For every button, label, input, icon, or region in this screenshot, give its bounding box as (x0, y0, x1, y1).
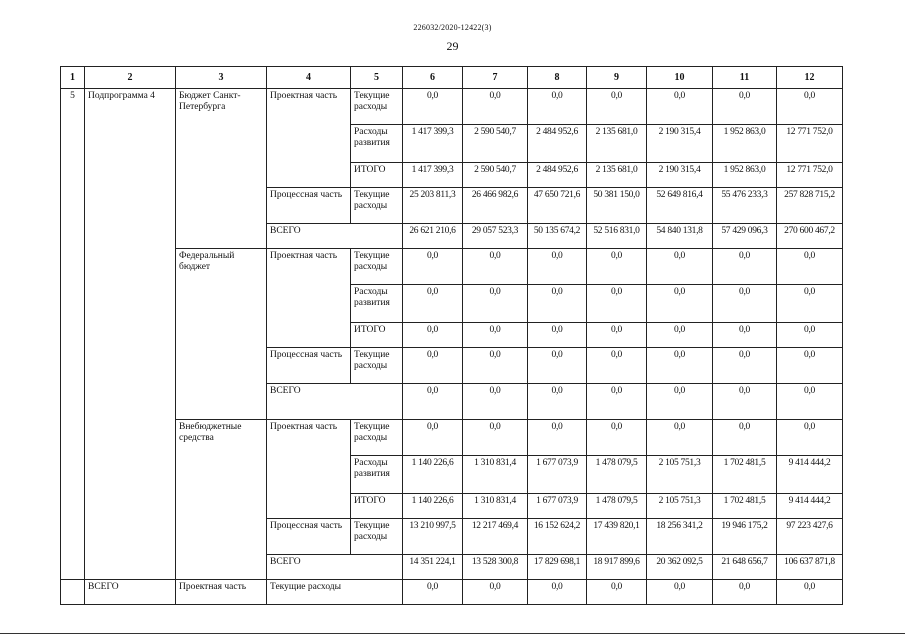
expense-type: Расходы развития (351, 285, 403, 323)
value-cell: 9 414 444,2 (777, 494, 843, 519)
value-cell: 0,0 (777, 249, 843, 285)
column-header: 7 (463, 67, 528, 89)
value-cell: 1 677 073,9 (528, 494, 587, 519)
value-cell: 0,0 (587, 348, 647, 384)
value-cell: 106 637 871,8 (777, 555, 843, 580)
part-label: Проектная часть (267, 249, 351, 348)
value-cell: 12 217 469,4 (463, 519, 528, 555)
part-label: Процессная часть (267, 348, 351, 384)
value-cell: 2 190 315,4 (647, 125, 713, 163)
value-cell: 12 771 752,0 (777, 163, 843, 188)
expense-type: Текущие расходы (351, 249, 403, 285)
expense-type: Расходы развития (351, 456, 403, 494)
value-cell: 0,0 (777, 420, 843, 456)
value-cell: 1 140 226,6 (403, 456, 463, 494)
value-cell: 0,0 (647, 384, 713, 420)
value-cell: 1 140 226,6 (403, 494, 463, 519)
table-row (61, 580, 843, 605)
value-cell: 0,0 (587, 420, 647, 456)
value-cell: 57 429 096,3 (713, 224, 777, 249)
value-cell: 0,0 (463, 384, 528, 420)
grand-total-label: ВСЕГО (85, 580, 176, 605)
expense-type: ИТОГО (351, 494, 403, 519)
expense-type: Текущие расходы (351, 188, 403, 224)
value-cell: 0,0 (528, 285, 587, 323)
value-cell: 55 476 233,3 (713, 188, 777, 224)
column-header: 5 (351, 67, 403, 89)
row-number: 5 (61, 89, 85, 580)
value-cell: 0,0 (528, 323, 587, 348)
budget-source-spb: Бюджет Санкт-Петербурга (176, 89, 267, 249)
value-cell: 0,0 (463, 580, 528, 605)
value-cell: 0,0 (647, 89, 713, 125)
value-cell: 50 381 150,0 (587, 188, 647, 224)
budget-source-ext: Внебюджетные средства (176, 420, 267, 580)
value-cell: 2 135 681,0 (587, 125, 647, 163)
value-cell: 97 223 427,6 (777, 519, 843, 555)
value-cell: 0,0 (777, 89, 843, 125)
value-cell: 0,0 (463, 420, 528, 456)
value-cell: 1 702 481,5 (713, 456, 777, 494)
expense-type: Текущие расходы (351, 348, 403, 384)
value-cell: 1 952 863,0 (713, 125, 777, 163)
table-row (61, 249, 843, 285)
expense-type: ИТОГО (351, 163, 403, 188)
value-cell: 1 310 831,4 (463, 456, 528, 494)
expense-type: Текущие расходы (351, 420, 403, 456)
table-row (61, 420, 843, 456)
expense-type: Текущие расходы (267, 580, 403, 605)
column-header: 12 (777, 67, 843, 89)
value-cell: 20 362 092,5 (647, 555, 713, 580)
column-header: 4 (267, 67, 351, 89)
value-cell: 0,0 (403, 420, 463, 456)
value-cell: 1 310 831,4 (463, 494, 528, 519)
value-cell: 1 702 481,5 (713, 494, 777, 519)
value-cell: 2 190 315,4 (647, 163, 713, 188)
document-id: 226032/2020-12422(3) (413, 23, 492, 32)
value-cell: 0,0 (403, 384, 463, 420)
column-header: 2 (85, 67, 176, 89)
total-label: ВСЕГО (267, 384, 403, 420)
value-cell: 270 600 467,2 (777, 224, 843, 249)
value-cell: 2 105 751,3 (647, 456, 713, 494)
value-cell: 0,0 (713, 285, 777, 323)
expense-type: Расходы развития (351, 125, 403, 163)
value-cell: 1 417 399,3 (403, 125, 463, 163)
part-label: Процессная часть (267, 519, 351, 555)
value-cell: 0,0 (713, 249, 777, 285)
budget-table (60, 66, 843, 605)
value-cell: 0,0 (777, 384, 843, 420)
value-cell: 0,0 (528, 89, 587, 125)
value-cell: 1 952 863,0 (713, 163, 777, 188)
column-header: 1 (61, 67, 85, 89)
value-cell: 257 828 715,2 (777, 188, 843, 224)
value-cell: 0,0 (528, 384, 587, 420)
expense-type: ИТОГО (351, 323, 403, 348)
value-cell: 0,0 (713, 420, 777, 456)
value-cell: 47 650 721,6 (528, 188, 587, 224)
value-cell: 2 484 952,6 (528, 163, 587, 188)
value-cell: 0,0 (647, 348, 713, 384)
value-cell: 0,0 (587, 89, 647, 125)
page-bottom-rule (0, 633, 905, 634)
value-cell: 0,0 (403, 89, 463, 125)
value-cell: 2 590 540,7 (463, 125, 528, 163)
value-cell: 0,0 (587, 285, 647, 323)
value-cell: 0,0 (403, 580, 463, 605)
value-cell: 0,0 (713, 580, 777, 605)
value-cell: 14 351 224,1 (403, 555, 463, 580)
value-cell: 16 152 624,2 (528, 519, 587, 555)
part-label: Процессная часть (267, 188, 351, 224)
value-cell: 13 210 997,5 (403, 519, 463, 555)
column-header: 3 (176, 67, 267, 89)
value-cell: 0,0 (403, 249, 463, 285)
value-cell: 0,0 (587, 580, 647, 605)
column-header: 11 (713, 67, 777, 89)
part-label: Проектная часть (267, 89, 351, 188)
value-cell: 0,0 (713, 89, 777, 125)
table-row (61, 89, 843, 125)
value-cell: 0,0 (713, 348, 777, 384)
column-header: 8 (528, 67, 587, 89)
value-cell: 0,0 (777, 580, 843, 605)
value-cell: 0,0 (777, 323, 843, 348)
value-cell: 1 677 073,9 (528, 456, 587, 494)
value-cell: 1 478 079,5 (587, 494, 647, 519)
expense-type: Текущие расходы (351, 89, 403, 125)
value-cell: 0,0 (403, 323, 463, 348)
total-label: ВСЕГО (267, 224, 403, 249)
value-cell: 1 478 079,5 (587, 456, 647, 494)
value-cell: 2 105 751,3 (647, 494, 713, 519)
value-cell: 0,0 (647, 249, 713, 285)
value-cell: 0,0 (713, 384, 777, 420)
value-cell: 21 648 656,7 (713, 555, 777, 580)
value-cell: 0,0 (528, 249, 587, 285)
value-cell: 12 771 752,0 (777, 125, 843, 163)
value-cell: 50 135 674,2 (528, 224, 587, 249)
value-cell: 9 414 444,2 (777, 456, 843, 494)
part-label: Проектная часть (267, 420, 351, 519)
value-cell: 54 840 131,8 (647, 224, 713, 249)
program-name: Подпрограмма 4 (85, 89, 176, 580)
column-header: 9 (587, 67, 647, 89)
value-cell: 0,0 (647, 323, 713, 348)
value-cell: 0,0 (587, 249, 647, 285)
value-cell: 0,0 (403, 285, 463, 323)
value-cell: 0,0 (463, 323, 528, 348)
value-cell: 0,0 (777, 348, 843, 384)
value-cell: 0,0 (713, 323, 777, 348)
value-cell: 13 528 300,8 (463, 555, 528, 580)
value-cell: 0,0 (647, 420, 713, 456)
value-cell: 0,0 (463, 249, 528, 285)
empty-cell (61, 580, 85, 605)
value-cell: 0,0 (528, 348, 587, 384)
page-number: 29 (446, 39, 459, 53)
value-cell: 18 917 899,6 (587, 555, 647, 580)
expense-type: Текущие расходы (351, 519, 403, 555)
value-cell: 29 057 523,3 (463, 224, 528, 249)
value-cell: 52 649 816,4 (647, 188, 713, 224)
value-cell: 0,0 (587, 384, 647, 420)
total-label: ВСЕГО (267, 555, 403, 580)
value-cell: 19 946 175,2 (713, 519, 777, 555)
value-cell: 0,0 (463, 348, 528, 384)
value-cell: 0,0 (463, 89, 528, 125)
value-cell: 26 621 210,6 (403, 224, 463, 249)
value-cell: 0,0 (463, 285, 528, 323)
part-label: Проектная часть (176, 580, 267, 605)
value-cell: 1 417 399,3 (403, 163, 463, 188)
value-cell: 17 829 698,1 (528, 555, 587, 580)
value-cell: 0,0 (403, 348, 463, 384)
column-header: 6 (403, 67, 463, 89)
value-cell: 26 466 982,6 (463, 188, 528, 224)
value-cell: 2 135 681,0 (587, 163, 647, 188)
value-cell: 0,0 (528, 420, 587, 456)
value-cell: 0,0 (647, 285, 713, 323)
value-cell: 52 516 831,0 (587, 224, 647, 249)
value-cell: 0,0 (777, 285, 843, 323)
column-header: 10 (647, 67, 713, 89)
value-cell: 0,0 (528, 580, 587, 605)
value-cell: 18 256 341,2 (647, 519, 713, 555)
value-cell: 0,0 (647, 580, 713, 605)
value-cell: 2 484 952,6 (528, 125, 587, 163)
value-cell: 25 203 811,3 (403, 188, 463, 224)
budget-source-fed: Федеральный бюджет (176, 249, 267, 420)
value-cell: 2 590 540,7 (463, 163, 528, 188)
column-number-row (61, 67, 843, 89)
value-cell: 0,0 (587, 323, 647, 348)
value-cell: 17 439 820,1 (587, 519, 647, 555)
